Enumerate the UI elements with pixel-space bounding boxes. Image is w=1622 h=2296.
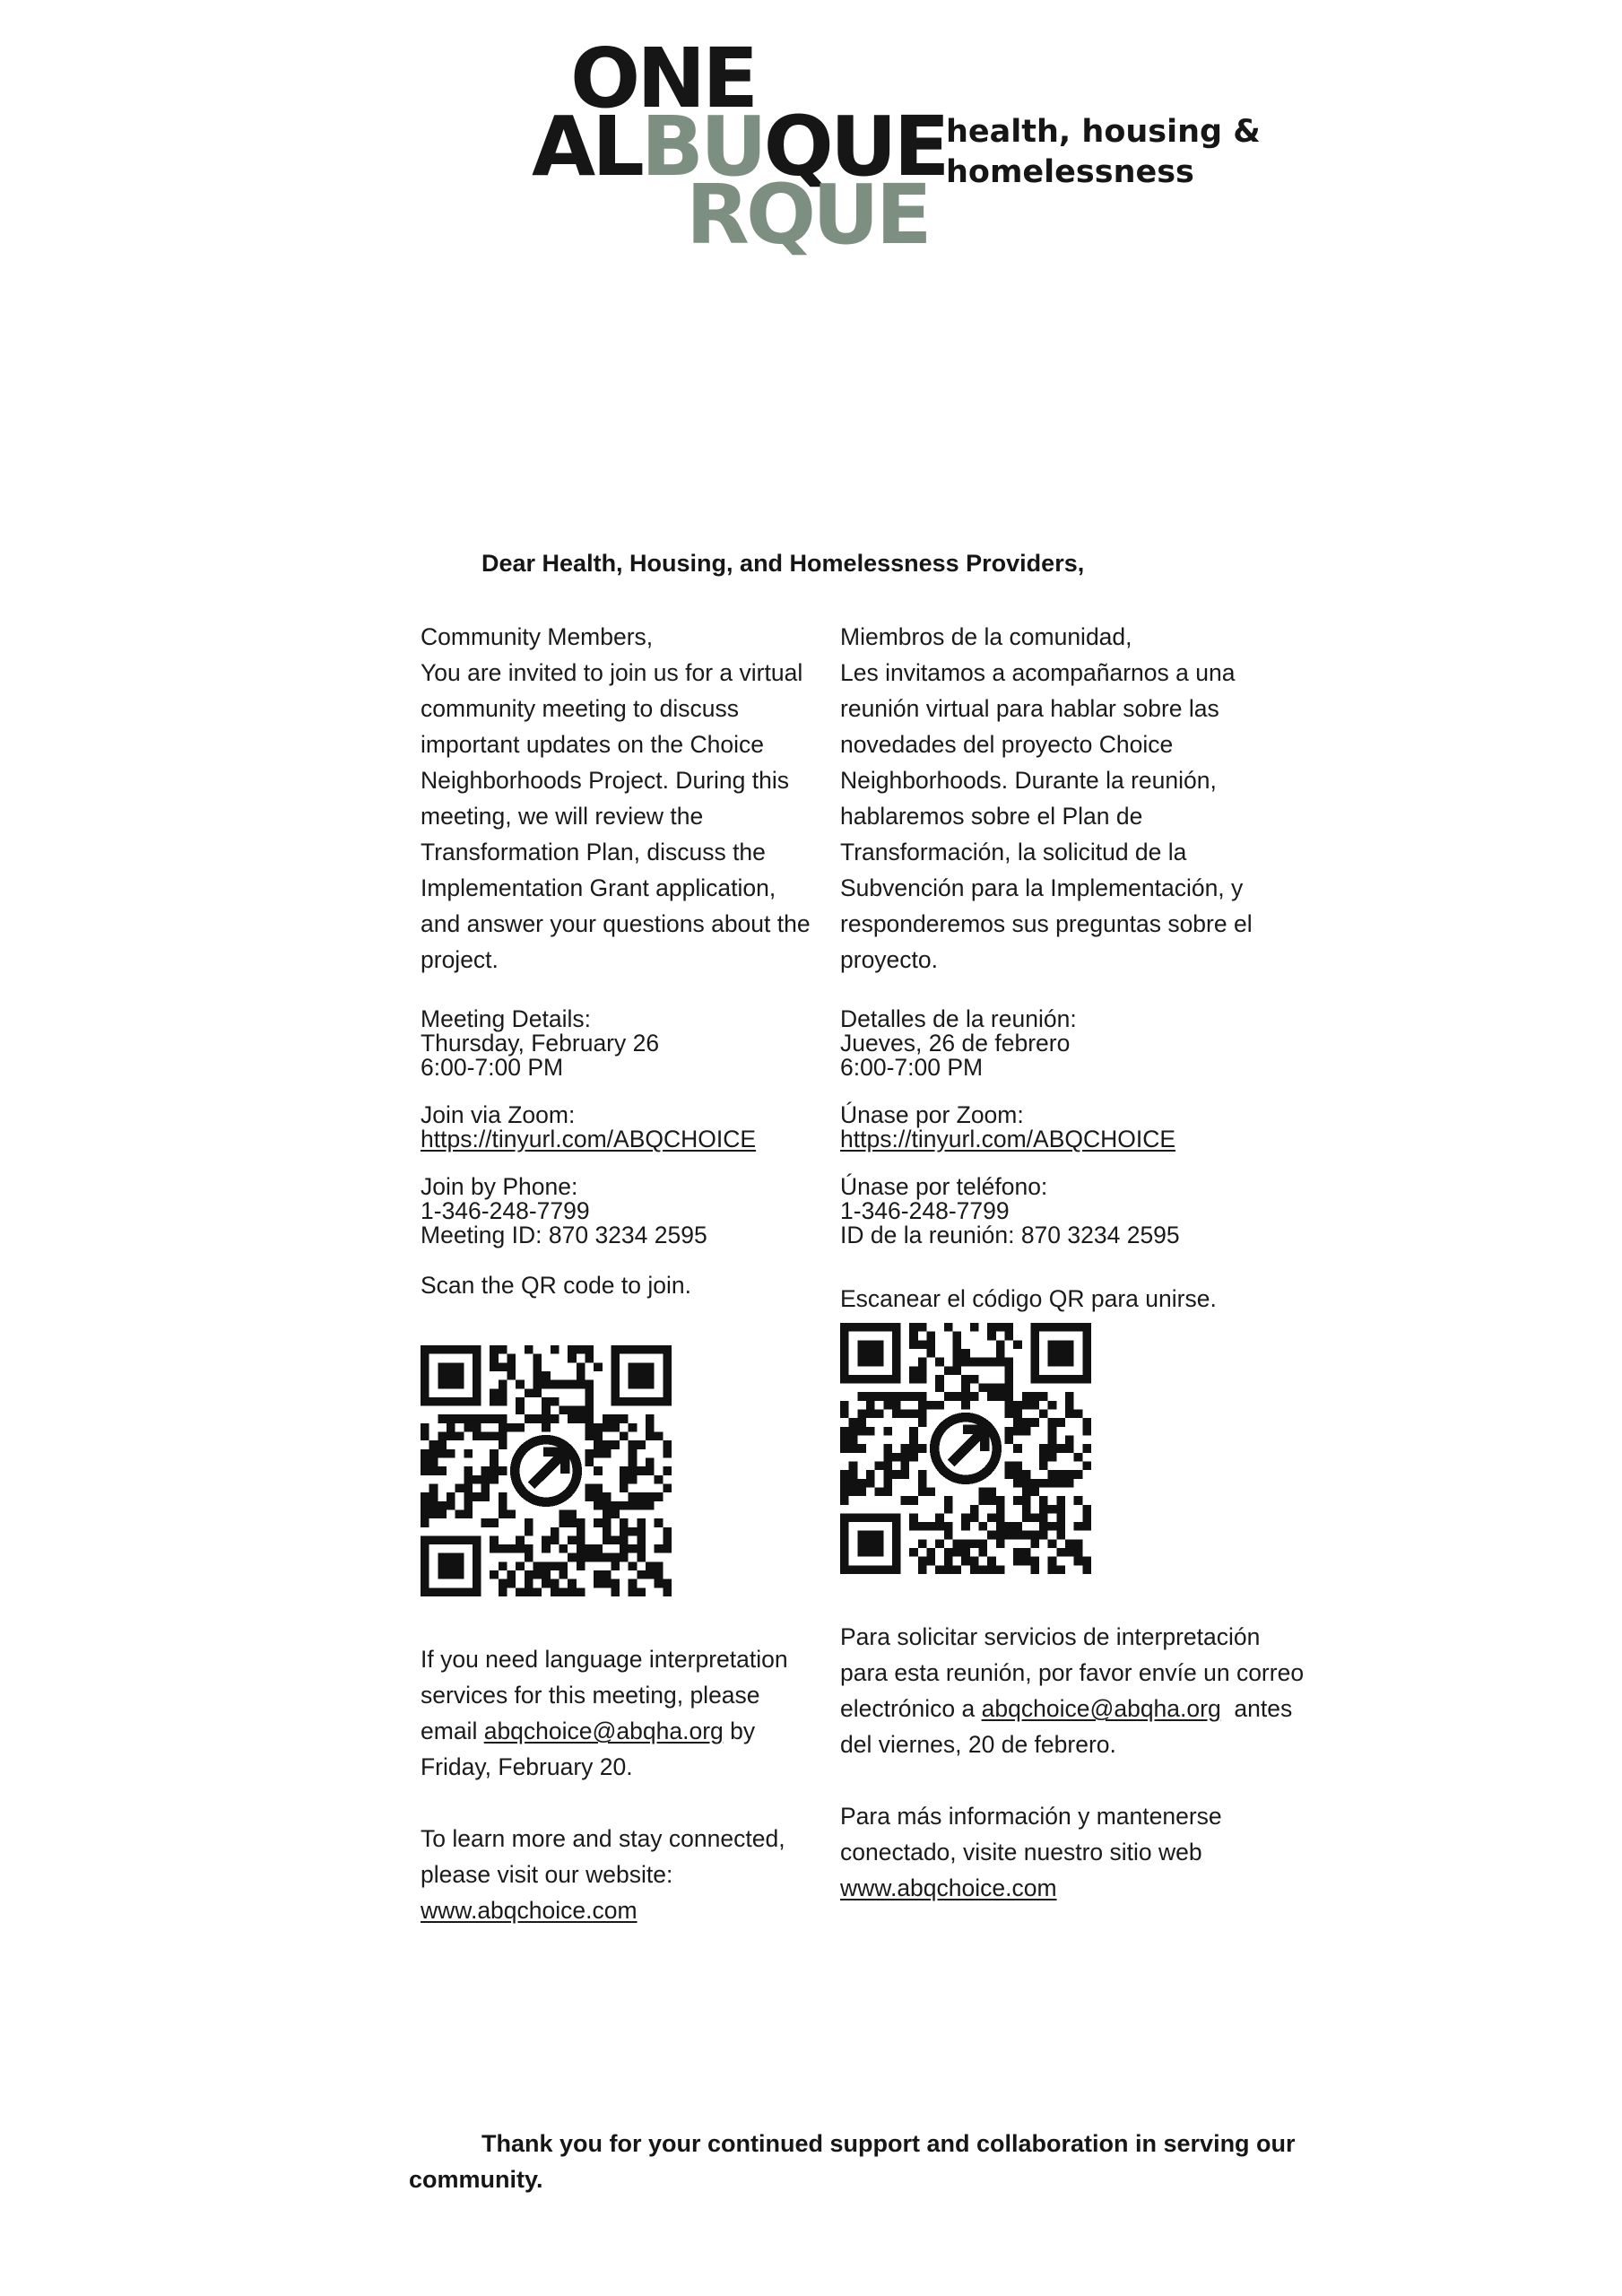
details-heading-en: Meeting Details: (421, 1005, 592, 1032)
qr-code-icon[interactable] (421, 1345, 672, 1596)
intro-line: responderemos sus preguntas sobre el (840, 910, 1253, 937)
details-date-es: Jueves, 26 de febrero (840, 1030, 1071, 1057)
logo-line-2-start: AL (532, 99, 641, 195)
salutation-es: Miembros de la comunidad, (840, 623, 1132, 650)
interpretation-notice-en (421, 1641, 788, 1785)
zoom-link-en[interactable]: https://tinyurl.com/ABQCHOICE (421, 1126, 757, 1152)
zoom-heading-es: Únase por Zoom: (840, 1101, 1024, 1128)
learn-more-es (840, 1798, 1222, 1906)
tagline-line-1: health, housing & (946, 114, 1261, 150)
intro-line: important updates on the Choice (421, 731, 765, 758)
learn-line: conectado, visite nuestro sitio web (840, 1839, 1202, 1866)
interp-line (421, 1713, 788, 1749)
intro-line: proyecto. (840, 946, 939, 973)
learn-line: Para más información y mantenerse (840, 1803, 1222, 1830)
intro-line: Transformation Plan, discuss the (421, 839, 766, 865)
meeting-details-en (421, 1007, 659, 1080)
interp-line: If you need language interpretation (421, 1646, 788, 1673)
zoom-heading-en: Join via Zoom: (421, 1101, 576, 1128)
intro-line: Les invitamos a acompañarnos a una (840, 659, 1236, 686)
intro-line: meeting, we will review the (421, 803, 704, 830)
zoom-info-en (421, 1103, 756, 1152)
phone-info-es (840, 1175, 1180, 1248)
intro-paragraph-en (421, 619, 811, 978)
salutation-en: Community Members, (421, 623, 654, 650)
intro-line: reunión virtual para hablar sobre las (840, 695, 1219, 722)
interp-line-post: antes (1220, 1695, 1293, 1722)
details-time-en: 6:00-7:00 PM (421, 1054, 564, 1081)
intro-line: community meeting to discuss (421, 695, 739, 722)
learn-line: To learn more and stay connected, (421, 1825, 785, 1852)
qr-code-icon[interactable] (840, 1323, 1091, 1574)
interp-line-pre: email (421, 1718, 484, 1744)
logo-line-2-end: QUE (763, 99, 947, 195)
interp-line-pre: electrónico a (840, 1695, 982, 1722)
phone-heading-es: Únase por teléfono: (840, 1173, 1048, 1200)
tagline-line-2: homelessness (946, 154, 1194, 190)
zoom-link-es[interactable]: https://tinyurl.com/ABQCHOICE (840, 1126, 1176, 1152)
phone-number-es: 1-346-248-7799 (840, 1197, 1010, 1224)
intro-paragraph-es (840, 619, 1253, 978)
logo-tagline (946, 112, 1261, 193)
email-link-es[interactable]: abqchoice@abqha.org (981, 1695, 1221, 1722)
logo-line-3: RQUE (686, 167, 929, 263)
details-time-es: 6:00-7:00 PM (840, 1054, 984, 1081)
intro-line: Implementation Grant application, (421, 874, 776, 901)
qr-caption-es: Escanear el código QR para unirse. (840, 1285, 1217, 1312)
zoom-info-es (840, 1103, 1175, 1152)
meeting-id-es: ID de la reunión: 870 3234 2595 (840, 1222, 1180, 1248)
meeting-id-en: Meeting ID: 870 3234 2595 (421, 1222, 707, 1248)
interpretation-notice-es (840, 1619, 1304, 1762)
logo-line-2-accent: BU (640, 99, 764, 195)
intro-line: hablaremos sobre el Plan de (840, 803, 1143, 830)
intro-line: Subvención para la Implementación, y (840, 874, 1244, 901)
interp-line: services for this meeting, please (421, 1682, 760, 1709)
details-date-en: Thursday, February 26 (421, 1030, 660, 1057)
website-link-en[interactable]: www.abqchoice.com (421, 1897, 638, 1924)
learn-more-en (421, 1821, 785, 1928)
logo-line-1: ONE (570, 30, 756, 126)
meeting-details-es (840, 1007, 1077, 1080)
phone-info-en (421, 1175, 707, 1248)
details-heading-es: Detalles de la reunión: (840, 1005, 1077, 1032)
intro-line: novedades del proyecto Choice (840, 731, 1174, 758)
organization-logo (532, 30, 947, 263)
interp-line-post: by (723, 1718, 756, 1744)
intro-line: and answer your questions about the (421, 910, 811, 937)
closing-statement: Thank you for your continued support and collaboration in serving our community. (409, 2130, 1296, 2193)
intro-line: project. (421, 946, 499, 973)
intro-line: You are invited to join us for a virtual (421, 659, 803, 686)
qr-caption-en: Scan the QR code to join. (421, 1272, 691, 1299)
interp-line: Friday, February 20. (421, 1753, 633, 1780)
phone-heading-en: Join by Phone: (421, 1173, 578, 1200)
intro-line: Neighborhoods. Durante la reunión, (840, 767, 1217, 794)
website-link-es[interactable]: www.abqchoice.com (840, 1874, 1057, 1901)
interp-line: Para solicitar servicios de interpretación (840, 1623, 1261, 1650)
greeting: Dear Health, Housing, and Homelessness Providers, (481, 550, 1085, 577)
intro-line: Transformación, la solicitud de la (840, 839, 1187, 865)
intro-line: Neighborhoods Project. During this (421, 767, 789, 794)
learn-line: please visit our website: (421, 1861, 673, 1888)
email-link-en[interactable]: abqchoice@abqha.org (483, 1718, 724, 1744)
interp-line (840, 1691, 1304, 1726)
phone-number-en: 1-346-248-7799 (421, 1197, 590, 1224)
interp-line: del viernes, 20 de febrero. (840, 1731, 1116, 1758)
interp-line: para esta reunión, por favor envíe un correo (840, 1659, 1305, 1686)
